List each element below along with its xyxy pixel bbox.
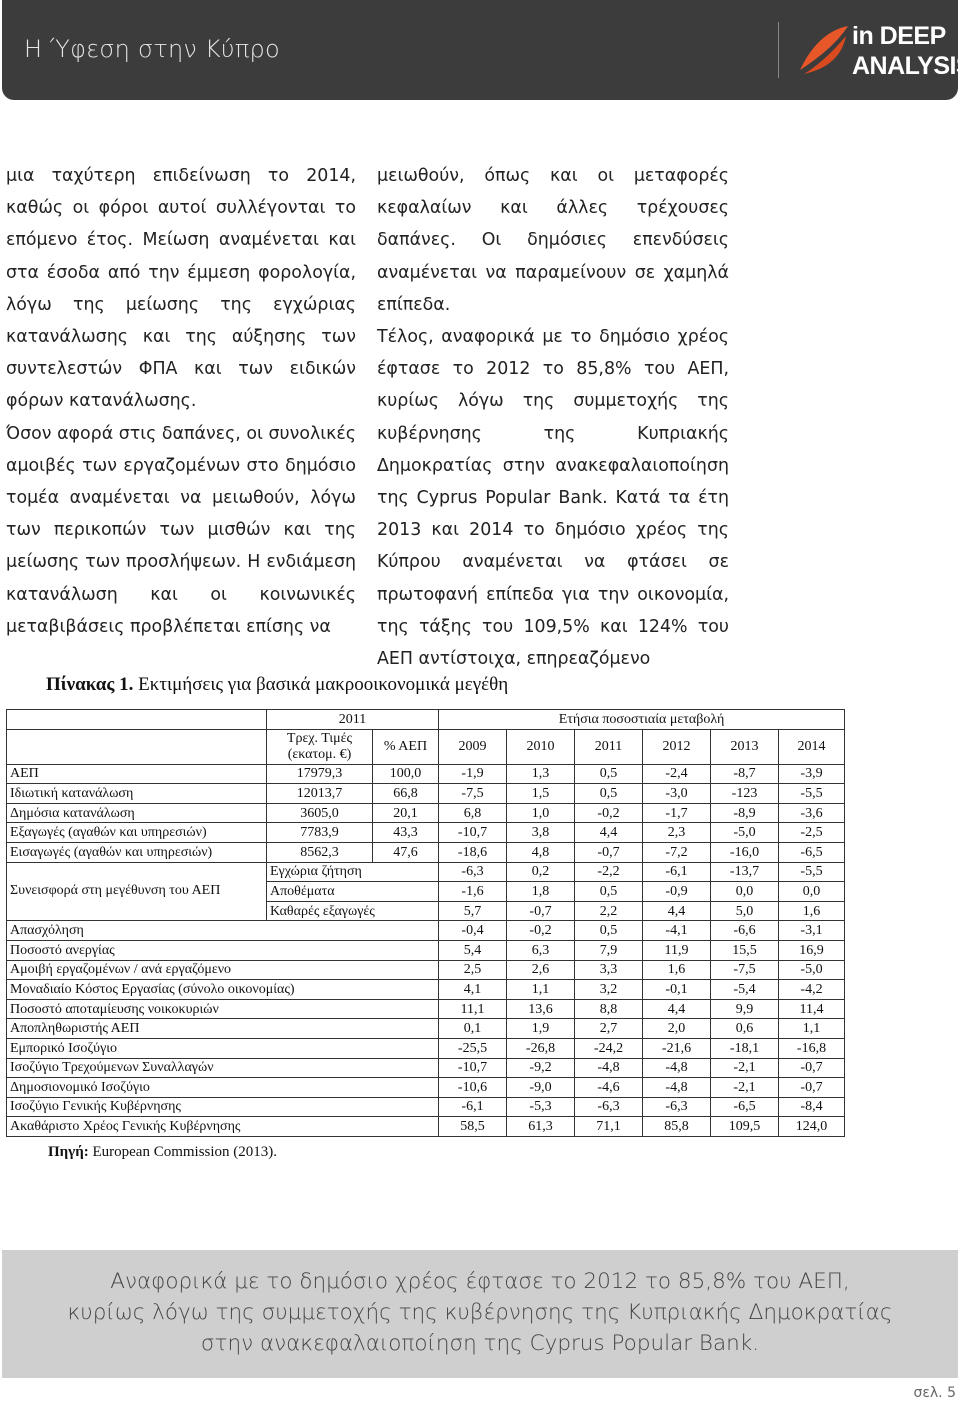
table-cell: 2,2 xyxy=(575,901,643,921)
table-row xyxy=(7,1097,845,1117)
table-cell: -123 xyxy=(711,784,779,804)
table-row xyxy=(7,1019,845,1039)
table-cell: Αποπληθωριστής ΑΕΠ xyxy=(7,1019,439,1039)
table-cell: Ισοζύγιο Τρεχούμενων Συναλλαγών xyxy=(7,1058,439,1078)
header-year: 2013 xyxy=(711,729,779,764)
table-cell: -0,2 xyxy=(507,921,575,941)
logo-text-bottom: ANALYSIS xyxy=(852,52,972,80)
table-cell: 1,1 xyxy=(779,1019,845,1039)
table-cell: 61,3 xyxy=(507,1117,575,1137)
table-cell: 11,4 xyxy=(779,999,845,1019)
table-cell: 66,8 xyxy=(373,784,439,804)
table-row xyxy=(7,823,845,843)
table-cell: 3,2 xyxy=(575,980,643,1000)
table-cell: -21,6 xyxy=(643,1038,711,1058)
pull-quote-text xyxy=(2,1266,958,1359)
table-cell: -8,9 xyxy=(711,803,779,823)
table-cell: -2,5 xyxy=(779,823,845,843)
table-header-row xyxy=(7,710,845,730)
table-cell xyxy=(7,710,267,730)
table-cell: -5,4 xyxy=(711,980,779,1000)
table-cell: -3,6 xyxy=(779,803,845,823)
table-cell: -7,2 xyxy=(643,842,711,862)
table-cell: 2,3 xyxy=(643,823,711,843)
table-cell: Ακαθάριστο Χρέος Γενικής Κυβέρνησης xyxy=(7,1117,439,1137)
header-title: Η Ύφεση στην Κύπρο xyxy=(24,35,280,63)
table-cell: 5,0 xyxy=(711,901,779,921)
table-cell: 2,7 xyxy=(575,1019,643,1039)
table-cell: 1,0 xyxy=(507,803,575,823)
table-cell: Εγχώρια ζήτηση xyxy=(267,862,439,882)
table-cell: Εισαγωγές (αγαθών και υπηρεσιών) xyxy=(7,842,267,862)
table-cell: 1,6 xyxy=(779,901,845,921)
table-cell: -3,1 xyxy=(779,921,845,941)
table-row xyxy=(7,1038,845,1058)
table-cell: -4,8 xyxy=(643,1058,711,1078)
paragraph: μειωθούν, όπως και οι μεταφορές κεφαλαίων και άλλες τρέχουσες δαπάνες. Οι δημόσιες επενδύσεις αναμένεται να παραμείνουν σε χαμηλά επίπεδα. xyxy=(377,166,729,315)
table-cell: Εμπορικό Ισοζύγιο xyxy=(7,1038,439,1058)
table-cell: -4,8 xyxy=(575,1058,643,1078)
table-cell: 0,5 xyxy=(575,882,643,902)
table-cell: 15,5 xyxy=(711,940,779,960)
table-cell: 1,5 xyxy=(507,784,575,804)
header-year: 2011 xyxy=(575,729,643,764)
table-cell: -3,0 xyxy=(643,784,711,804)
table-cell: -16,0 xyxy=(711,842,779,862)
table-cell: -0,7 xyxy=(779,1078,845,1098)
table-cell: 11,9 xyxy=(643,940,711,960)
table-cell: Δημόσια κατανάλωση xyxy=(7,803,267,823)
table-cell: 0,0 xyxy=(779,882,845,902)
header-year: 2014 xyxy=(779,729,845,764)
logo-text-top: in DEEP xyxy=(852,22,946,50)
table-cell: 16,9 xyxy=(779,940,845,960)
table-cell: 0,5 xyxy=(575,784,643,804)
table-cell: 124,0 xyxy=(779,1117,845,1137)
table-cell: -6,5 xyxy=(779,842,845,862)
table-cell: 1,1 xyxy=(507,980,575,1000)
header-2011: 2011 xyxy=(267,710,439,730)
table-cell: 2,5 xyxy=(439,960,507,980)
table-cell: 8,8 xyxy=(575,999,643,1019)
table-cell: 7,9 xyxy=(575,940,643,960)
table-cell: 58,5 xyxy=(439,1117,507,1137)
table-cell: 0,5 xyxy=(575,921,643,941)
table-cell: Ποσοστό ανεργίας xyxy=(7,940,439,960)
table-cell: 43,3 xyxy=(373,823,439,843)
table-cell: 2,6 xyxy=(507,960,575,980)
table-cell: 20,1 xyxy=(373,803,439,823)
table-cell: Συνεισφορά στη μεγέθυνση του ΑΕΠ xyxy=(7,862,267,921)
header-prices-line1: Τρεχ. Τιμές xyxy=(286,730,353,746)
table-cell: 17979,3 xyxy=(267,764,373,784)
table-cell: Καθαρές εξαγωγές xyxy=(267,901,439,921)
header-year: 2012 xyxy=(643,729,711,764)
logo-divider xyxy=(778,22,779,78)
logo xyxy=(778,18,972,84)
table-cell: -2,2 xyxy=(575,862,643,882)
table-cell: -2,1 xyxy=(711,1078,779,1098)
table-cell: -25,5 xyxy=(439,1038,507,1058)
table-cell: -9,0 xyxy=(507,1078,575,1098)
macro-table xyxy=(6,709,845,1137)
table-cell: -6,3 xyxy=(439,862,507,882)
table-cell: Ποσοστό αποταμίευσης νοικοκυριών xyxy=(7,999,439,1019)
table-cell: -1,6 xyxy=(439,882,507,902)
table-cell: -5,5 xyxy=(779,784,845,804)
table-cell: 0,0 xyxy=(711,882,779,902)
table-row xyxy=(7,842,845,862)
table-cell: -13,7 xyxy=(711,862,779,882)
page-header xyxy=(2,0,972,100)
header-prices-line2: (εκατομ. €) xyxy=(287,746,352,762)
table-cell: -2,1 xyxy=(711,1058,779,1078)
paragraph: Όσον αφορά στις δαπάνες, οι συνολικές αμοιβές των εργαζομένων στο δημόσιο τομέα αναμένεται να μειωθούν, λόγω των περικοπών των μισθών και της μείωσης των προσλήψεων. Η ενδιάμεση κατανάλωση και οι κοινωνικές μεταβιβάσεις προβλέπεται επίσης να xyxy=(6,423,356,637)
table-cell: 3,8 xyxy=(507,823,575,843)
table-cell: -7,5 xyxy=(439,784,507,804)
table-title-number: Πίνακας 1. xyxy=(46,674,134,695)
table-cell: 1,6 xyxy=(643,960,711,980)
table-cell: Αμοιβή εργαζομένων / ανά εργαζόμενο xyxy=(7,960,439,980)
table-row xyxy=(7,940,845,960)
logo-mark-icon xyxy=(794,22,852,80)
table-row xyxy=(7,1058,845,1078)
table-row xyxy=(7,1078,845,1098)
body-column-right xyxy=(377,160,729,675)
table-cell: 0,6 xyxy=(711,1019,779,1039)
table-header-row xyxy=(7,729,845,764)
table-cell: -0,2 xyxy=(575,803,643,823)
table-cell: -4,8 xyxy=(643,1078,711,1098)
table-cell: -8,4 xyxy=(779,1097,845,1117)
table-cell: -6,5 xyxy=(711,1097,779,1117)
table-cell: -24,2 xyxy=(575,1038,643,1058)
table-cell: 12013,7 xyxy=(267,784,373,804)
table-cell: ΑΕΠ xyxy=(7,764,267,784)
header-pct-gdp: % ΑΕΠ xyxy=(373,729,439,764)
table-cell: 3605,0 xyxy=(267,803,373,823)
table-cell: -6,3 xyxy=(643,1097,711,1117)
table-title xyxy=(46,674,508,696)
table-cell: Απασχόληση xyxy=(7,921,439,941)
table-cell: 4,4 xyxy=(575,823,643,843)
table-cell: Ιδιωτική κατανάλωση xyxy=(7,784,267,804)
table-cell: 3,3 xyxy=(575,960,643,980)
table-cell: -6,3 xyxy=(575,1097,643,1117)
table-cell: -5,0 xyxy=(779,960,845,980)
table-cell: 85,8 xyxy=(643,1117,711,1137)
table-cell: 71,1 xyxy=(575,1117,643,1137)
table-cell: -7,5 xyxy=(711,960,779,980)
table-cell: 4,8 xyxy=(507,842,575,862)
table-cell: -0,4 xyxy=(439,921,507,941)
table-cell: 9,9 xyxy=(711,999,779,1019)
source-text: European Commission (2013). xyxy=(88,1144,278,1160)
table-cell: 13,6 xyxy=(507,999,575,1019)
table-cell: 109,5 xyxy=(711,1117,779,1137)
table-row xyxy=(7,980,845,1000)
table-cell: 1,8 xyxy=(507,882,575,902)
table-cell: -5,3 xyxy=(507,1097,575,1117)
table-row xyxy=(7,921,845,941)
table-cell: Ισοζύγιο Γενικής Κυβέρνησης xyxy=(7,1097,439,1117)
table-cell: 100,0 xyxy=(373,764,439,784)
table-cell: 6,8 xyxy=(439,803,507,823)
table-cell: -26,8 xyxy=(507,1038,575,1058)
table-row xyxy=(7,862,845,882)
table-cell: 4,1 xyxy=(439,980,507,1000)
table-cell: -1,9 xyxy=(439,764,507,784)
table-cell: -5,0 xyxy=(711,823,779,843)
table-cell: 2,0 xyxy=(643,1019,711,1039)
table-cell: -6,1 xyxy=(643,862,711,882)
quote-line: στην ανακεφαλαιοποίηση της Cyprus Popular Bank. xyxy=(200,1331,760,1356)
table-cell: 7783,9 xyxy=(267,823,373,843)
table-cell: 1,9 xyxy=(507,1019,575,1039)
paragraph: μια ταχύτερη επιδείνωση το 2014, καθώς οι φόροι αυτοί συλλέγονται το επόμενο έτος. Μείωση αναμένεται και στα έσοδα από την έμμεση φορολογία, λόγω της μείωσης της εγχώριας κατανάλωσης και της αύξησης των συντελεστών ΦΠΑ και των ειδικών φόρων κατανάλωσης. xyxy=(6,166,356,412)
source-label: Πηγή: xyxy=(48,1144,89,1160)
table-cell: -0,7 xyxy=(507,901,575,921)
table-cell: 4,4 xyxy=(643,999,711,1019)
table-title-text: Εκτιμήσεις για βασικά μακροοικονομικά μεγέθη xyxy=(133,674,509,695)
table-cell: 8562,3 xyxy=(267,842,373,862)
table-cell: -1,7 xyxy=(643,803,711,823)
table-row xyxy=(7,960,845,980)
page-number: σελ. 5 xyxy=(913,1385,956,1401)
header-year: 2010 xyxy=(507,729,575,764)
table-cell: 0,1 xyxy=(439,1019,507,1039)
table-row xyxy=(7,764,845,784)
header-annual-change: Ετήσια ποσοστιαία μεταβολή xyxy=(439,710,845,730)
table-cell: -6,6 xyxy=(711,921,779,941)
table-cell: -4,6 xyxy=(575,1078,643,1098)
table-cell: -6,1 xyxy=(439,1097,507,1117)
table-row xyxy=(7,803,845,823)
table-cell: -8,7 xyxy=(711,764,779,784)
table-cell: -10,6 xyxy=(439,1078,507,1098)
table-cell: Εξαγωγές (αγαθών και υπηρεσιών) xyxy=(7,823,267,843)
table-cell xyxy=(7,729,267,764)
table-row xyxy=(7,784,845,804)
table-row xyxy=(7,1117,845,1137)
body-column-left xyxy=(6,160,356,643)
quote-line: Αναφορικά με το δημόσιο χρέος έφτασε το 2012 το 85,8% του ΑΕΠ, xyxy=(110,1269,850,1294)
table-cell: -9,2 xyxy=(507,1058,575,1078)
table-cell: 0,2 xyxy=(507,862,575,882)
table-cell: -4,2 xyxy=(779,980,845,1000)
table-cell: -10,7 xyxy=(439,823,507,843)
table-cell: 1,3 xyxy=(507,764,575,784)
table-cell: -18,1 xyxy=(711,1038,779,1058)
table-cell: -0,9 xyxy=(643,882,711,902)
quote-line: κυρίως λόγω της συμμετοχής της κυβέρνησης της Κυπριακής Δημοκρατίας xyxy=(67,1300,893,1325)
table-row xyxy=(7,999,845,1019)
header-current-prices xyxy=(267,729,373,764)
header-year: 2009 xyxy=(439,729,507,764)
table-cell: 5,7 xyxy=(439,901,507,921)
table-cell: 6,3 xyxy=(507,940,575,960)
table-cell: -0,7 xyxy=(575,842,643,862)
table-cell: 47,6 xyxy=(373,842,439,862)
table-cell: -0,7 xyxy=(779,1058,845,1078)
table-cell: -3,9 xyxy=(779,764,845,784)
table-body xyxy=(7,710,845,1137)
table-cell: -0,1 xyxy=(643,980,711,1000)
pull-quote xyxy=(2,1250,958,1378)
table-cell: 0,5 xyxy=(575,764,643,784)
table-source xyxy=(48,1144,277,1161)
paragraph: Τέλος, αναφορικά με το δημόσιο χρέος έφτασε το 2012 το 85,8% του ΑΕΠ, κυρίως λόγω της συμμετοχής της κυβέρνησης της Κυπριακής Δημοκρατίας στην ανακεφαλαιοποίηση της Cyprus Popular Bank. Κατά τα έτη 2013 και 2014 το δημόσιο χρέος της Κύπρου αναμένεται να φτάσει σε πρωτοφανή επίπεδα για την οικονομία, της τάξης του 109,5% και 124% του ΑΕΠ αντίστοιχα, επηρεαζόμενο xyxy=(377,327,729,670)
table-cell: 11,1 xyxy=(439,999,507,1019)
table-cell: 4,4 xyxy=(643,901,711,921)
table-cell: 5,4 xyxy=(439,940,507,960)
table-cell: Μοναδιαίο Κόστος Εργασίας (σύνολο οικονομίας) xyxy=(7,980,439,1000)
table-cell: -2,4 xyxy=(643,764,711,784)
table-cell: Αποθέματα xyxy=(267,882,439,902)
table-cell: -10,7 xyxy=(439,1058,507,1078)
table-cell: -4,1 xyxy=(643,921,711,941)
table-cell: -18,6 xyxy=(439,842,507,862)
table-cell: Δημοσιονομικό Ισοζύγιο xyxy=(7,1078,439,1098)
table-cell: -16,8 xyxy=(779,1038,845,1058)
table-cell: -5,5 xyxy=(779,862,845,882)
